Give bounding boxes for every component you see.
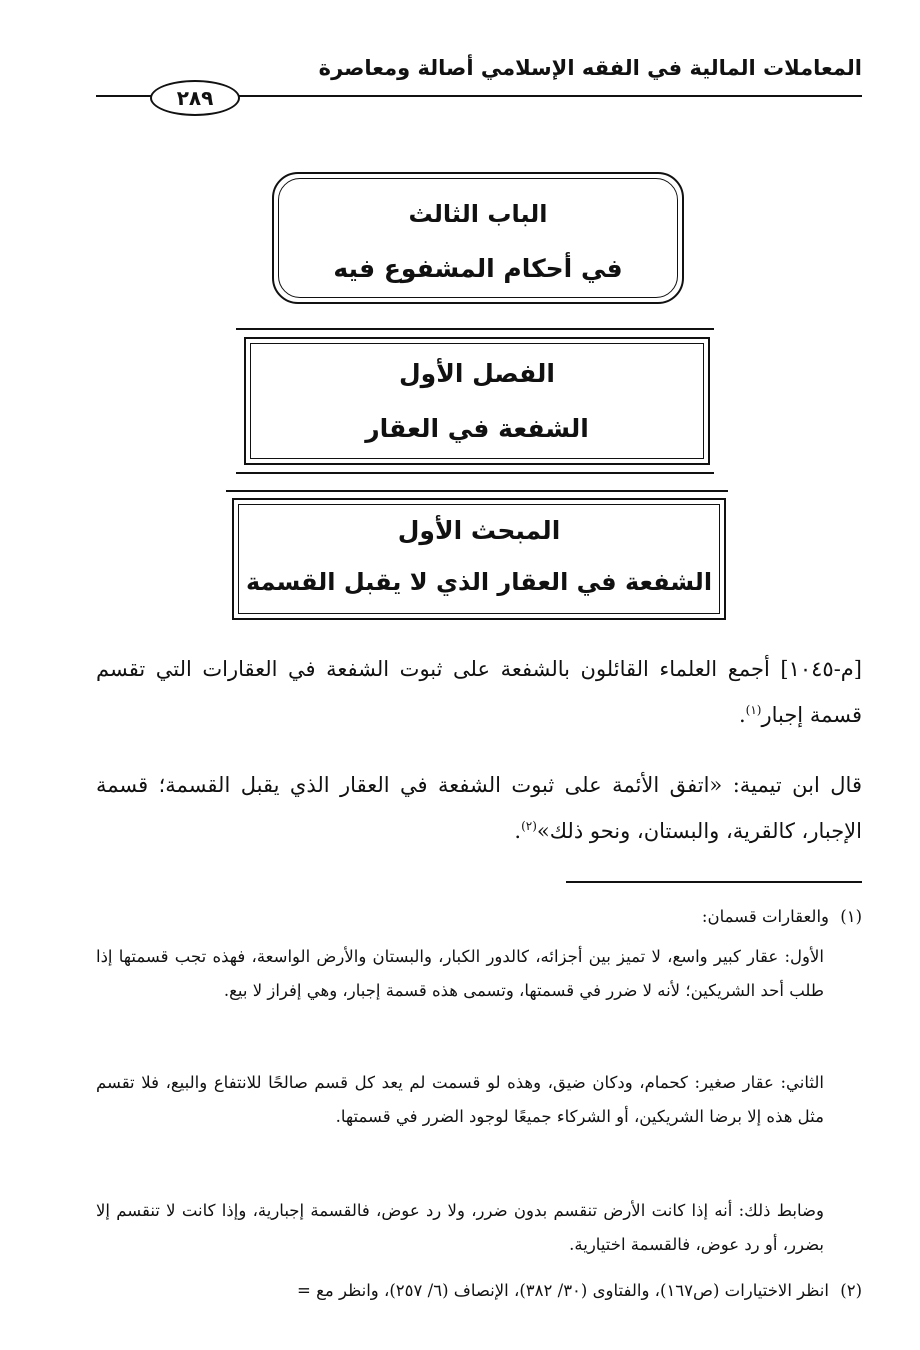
section-heading-box (244, 337, 710, 465)
footnote-1-number: (١) (840, 907, 862, 926)
paragraph-ibn-taymiyya-text: قال ابن تيمية: «اتفق الأئمة على ثبوت الشفعة في العقار الذي يقبل القسمة؛ قسمة الإجبار، كالقرية، والبستان، ونحو ذلك» (96, 773, 862, 843)
paragraph-ijma-end: . (738, 703, 746, 727)
footnote-ref-2[interactable]: (٢) (521, 819, 537, 833)
subsection-heading-line2: الشفعة في العقار الذي لا يقبل القسمة (245, 568, 713, 596)
section-bottom-rule (236, 472, 714, 474)
page-number: ٢٨٩ (150, 80, 240, 116)
footnote-2-number: (٢) (840, 1281, 862, 1300)
footnote-2-text: انظر الاختيارات (ص١٦٧)، والفتاوى (٣٠/ ٣٨٢)، الإنصاف (٦/ ٢٥٧)، وانظر مع = (297, 1281, 829, 1300)
subsection-top-rule (226, 490, 728, 492)
footnote-separator (566, 881, 862, 883)
chapter-heading-box (272, 172, 684, 304)
paragraph-ibn-taymiyya-end: . (514, 819, 522, 843)
footnote-1-rule: وضابط ذلك: أنه إذا كانت الأرض تنقسم بدون ضرر، ولا رد عوض، فالقسمة إجبارية، وإذا كانت لا تنقسم إلا بضرر، أو رد عوض، فالقسمة اختيارية. (96, 1201, 824, 1254)
section-heading-line1: الفصل الأول (398, 359, 556, 388)
footnote-1-intro-text: والعقارات قسمان: (701, 907, 829, 926)
chapter-heading-line1: الباب الثالث (408, 200, 548, 228)
section-heading-line2: الشفعة في العقار (365, 414, 589, 443)
footnote-1-intro (96, 900, 862, 934)
paragraph-ibn-taymiyya (96, 762, 862, 854)
subsection-heading-box (232, 498, 726, 620)
chapter-heading-line2: في أحكام المشفوع فيه (333, 254, 623, 283)
footnote-1-first-type: الأول: عقار كبير واسع، لا تميز بين أجزائه، كالدور الكبار، والبستان والأرض الواسعة، فهذه تجب قسمتها إذا طلب أحد الشريكين؛ لأنه لا ضرر في قسمتها، وتسمى هذه قسمة إجبار، وهي إفراز لا بيع. (96, 947, 824, 1000)
paragraph-ijma-text: [م-١٠٤٥] أجمع العلماء القائلون بالشفعة على ثبوت الشفعة في العقارات التي تقسم قسمة إجبار (96, 657, 862, 727)
paragraph-ijma (96, 646, 862, 738)
running-header-title: المعاملات المالية في الفقه الإسلامي أصالة ومعاصرة (318, 56, 862, 80)
footnote-2 (96, 1274, 862, 1308)
subsection-heading-line1: المبحث الأول (397, 516, 561, 545)
footnote-ref-1[interactable]: (١) (745, 703, 762, 717)
footnote-1-second-type: الثاني: عقار صغير: كحمام، ودكان ضيق، وهذه لو قسمت لم يعد كل قسم صالحًا للانتفاع والبيع، فلا تقسم مثل هذه إلا برضا الشريكين، أو الشركاء جميعًا لوجود الضرر في قسمتها. (96, 1073, 824, 1126)
section-top-rule (236, 328, 714, 330)
